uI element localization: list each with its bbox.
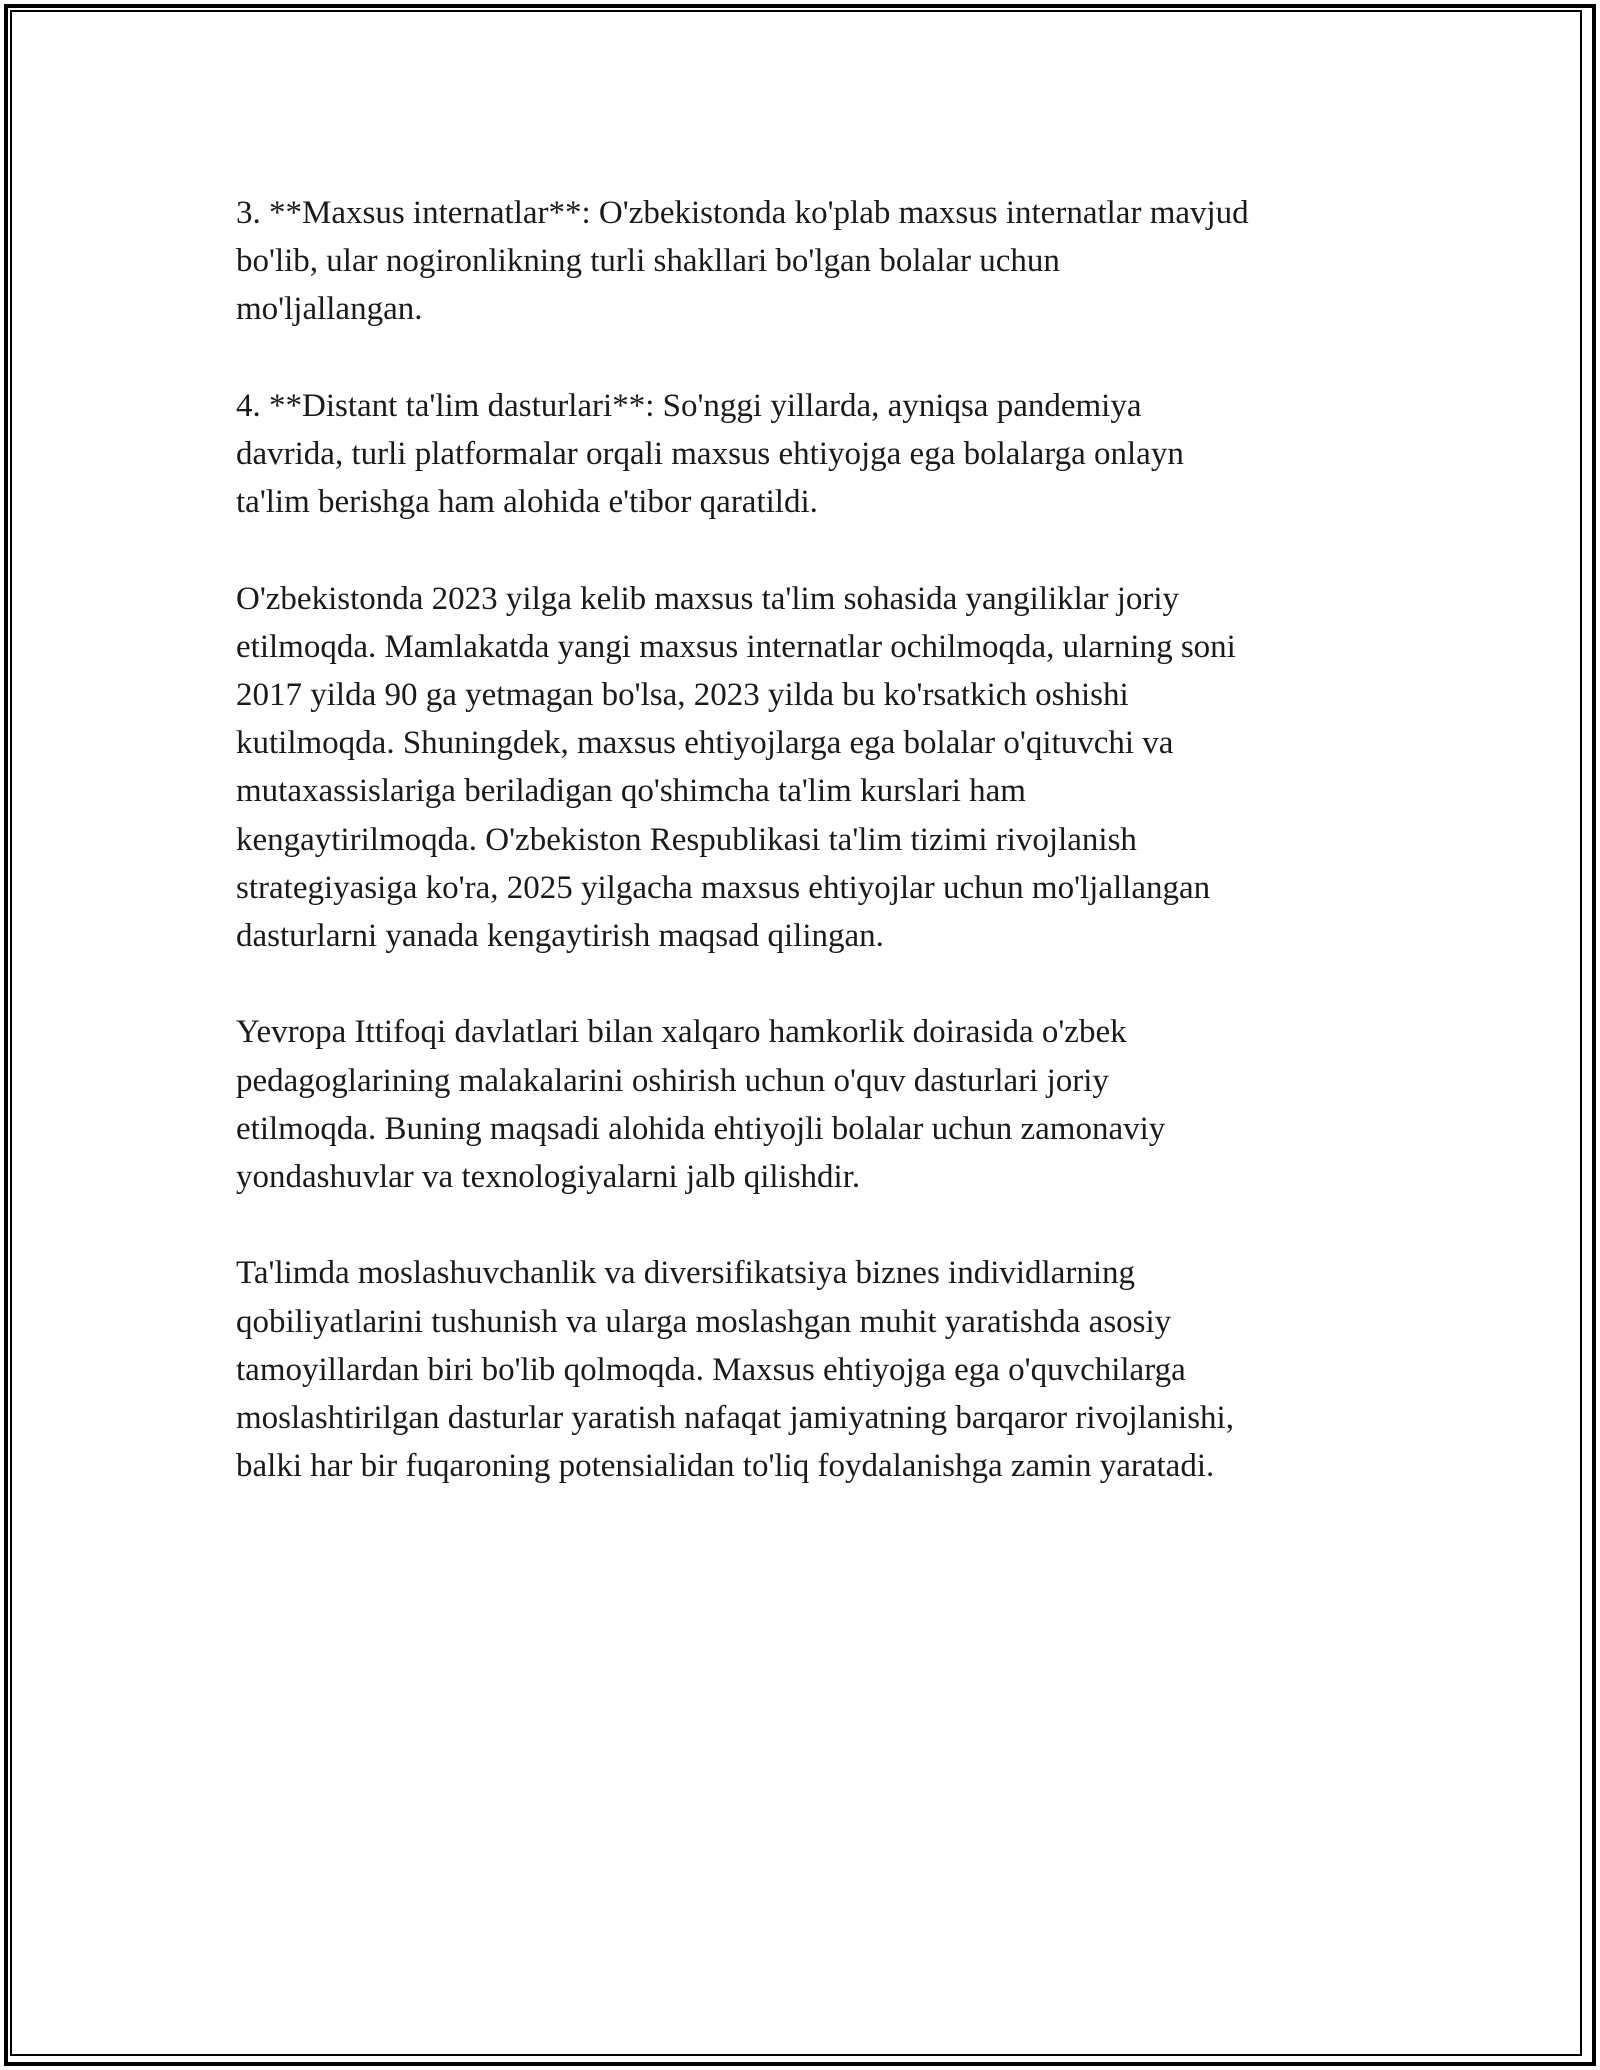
paragraph-moslashuvchanlik xyxy=(236,1249,1386,1490)
text-line: etilmoqda. Buning maqsadi alohida ehtiyojli bolalar uchun zamonaviy xyxy=(236,1110,1166,1147)
paragraph-xalqaro-hamkorlik xyxy=(236,1008,1386,1201)
text-line: kutilmoqda. Shuningdek, maxsus ehtiyojlarga ega bolalar o'qituvchi va xyxy=(236,725,1174,762)
text-line: 3. **Maxsus internatlar**: O'zbekistonda ko'plab maxsus internatlar mavjud xyxy=(236,195,1249,231)
text-line: ta'lim berishga ham alohida e'tibor qaratildi. xyxy=(236,484,818,521)
text-line: Ta'limda moslashuvchanlik va diversifikatsiya biznes individlarning xyxy=(236,1255,1136,1292)
text-line: qobiliyatlarini tushunish va ularga moslashgan muhit yaratishda asosiy xyxy=(236,1303,1172,1340)
text-line: tamoyillardan biri bo'lib qolmoqda. Maxsus ehtiyojga ega o'quvchilarga xyxy=(236,1351,1186,1388)
text-line: balki har bir fuqaroning potensialidan to'liq foydalanishga zamin yaratadi. xyxy=(236,1448,1215,1485)
document-body xyxy=(236,189,1386,1539)
text-line: mutaxassislariga beriladigan qo'shimcha ta'lim kurslari ham xyxy=(236,773,1026,810)
text-line: yondashuvlar va texnologiyalarni jalb qilishdir. xyxy=(236,1159,861,1196)
text-line: bo'lib, ular nogironlikning turli shakllari bo'lgan bolalar uchun xyxy=(236,243,1060,280)
text-line: kengaytirilmoqda. O'zbekiston Respublikasi ta'lim tizimi rivojlanish xyxy=(236,821,1137,858)
text-line: etilmoqda. Mamlakatda yangi maxsus internatlar ochilmoqda, ularning soni xyxy=(236,628,1236,665)
text-line: davrida, turli platformalar orqali maxsus ehtiyojga ega bolalarga onlayn xyxy=(236,436,1184,472)
text-line: O'zbekistonda 2023 yilga kelib maxsus ta'lim sohasida yangiliklar joriy xyxy=(236,580,1180,617)
paragraph-distant-talim xyxy=(236,382,1386,527)
paragraph-maxsus-internatlar xyxy=(236,189,1386,334)
text-line: moslashtirilgan dasturlar yaratish nafaqat jamiyatning barqaror rivojlanishi, xyxy=(236,1400,1234,1437)
paragraph-2023-yangiliklar xyxy=(236,575,1386,961)
text-line: dasturlarni yanada kengaytirish maqsad qilingan. xyxy=(236,918,884,955)
text-line: mo'ljallangan. xyxy=(236,291,423,328)
text-line: strategiyasiga ko'ra, 2025 yilgacha maxsus ehtiyojlar uchun mo'ljallangan xyxy=(236,869,1211,906)
text-line: 4. **Distant ta'lim dasturlari**: So'nggi yillarda, ayniqsa pandemiya xyxy=(236,387,1142,424)
text-line: Yevropa Ittifoqi davlatlari bilan xalqaro hamkorlik doirasida o'zbek xyxy=(236,1014,1127,1051)
text-line: 2017 yilda 90 ga yetmagan bo'lsa, 2023 yilda bu ko'rsatkich oshishi xyxy=(236,677,1129,713)
text-line: pedagoglarining malakalarini oshirish uchun o'quv dasturlari joriy xyxy=(236,1062,1109,1099)
